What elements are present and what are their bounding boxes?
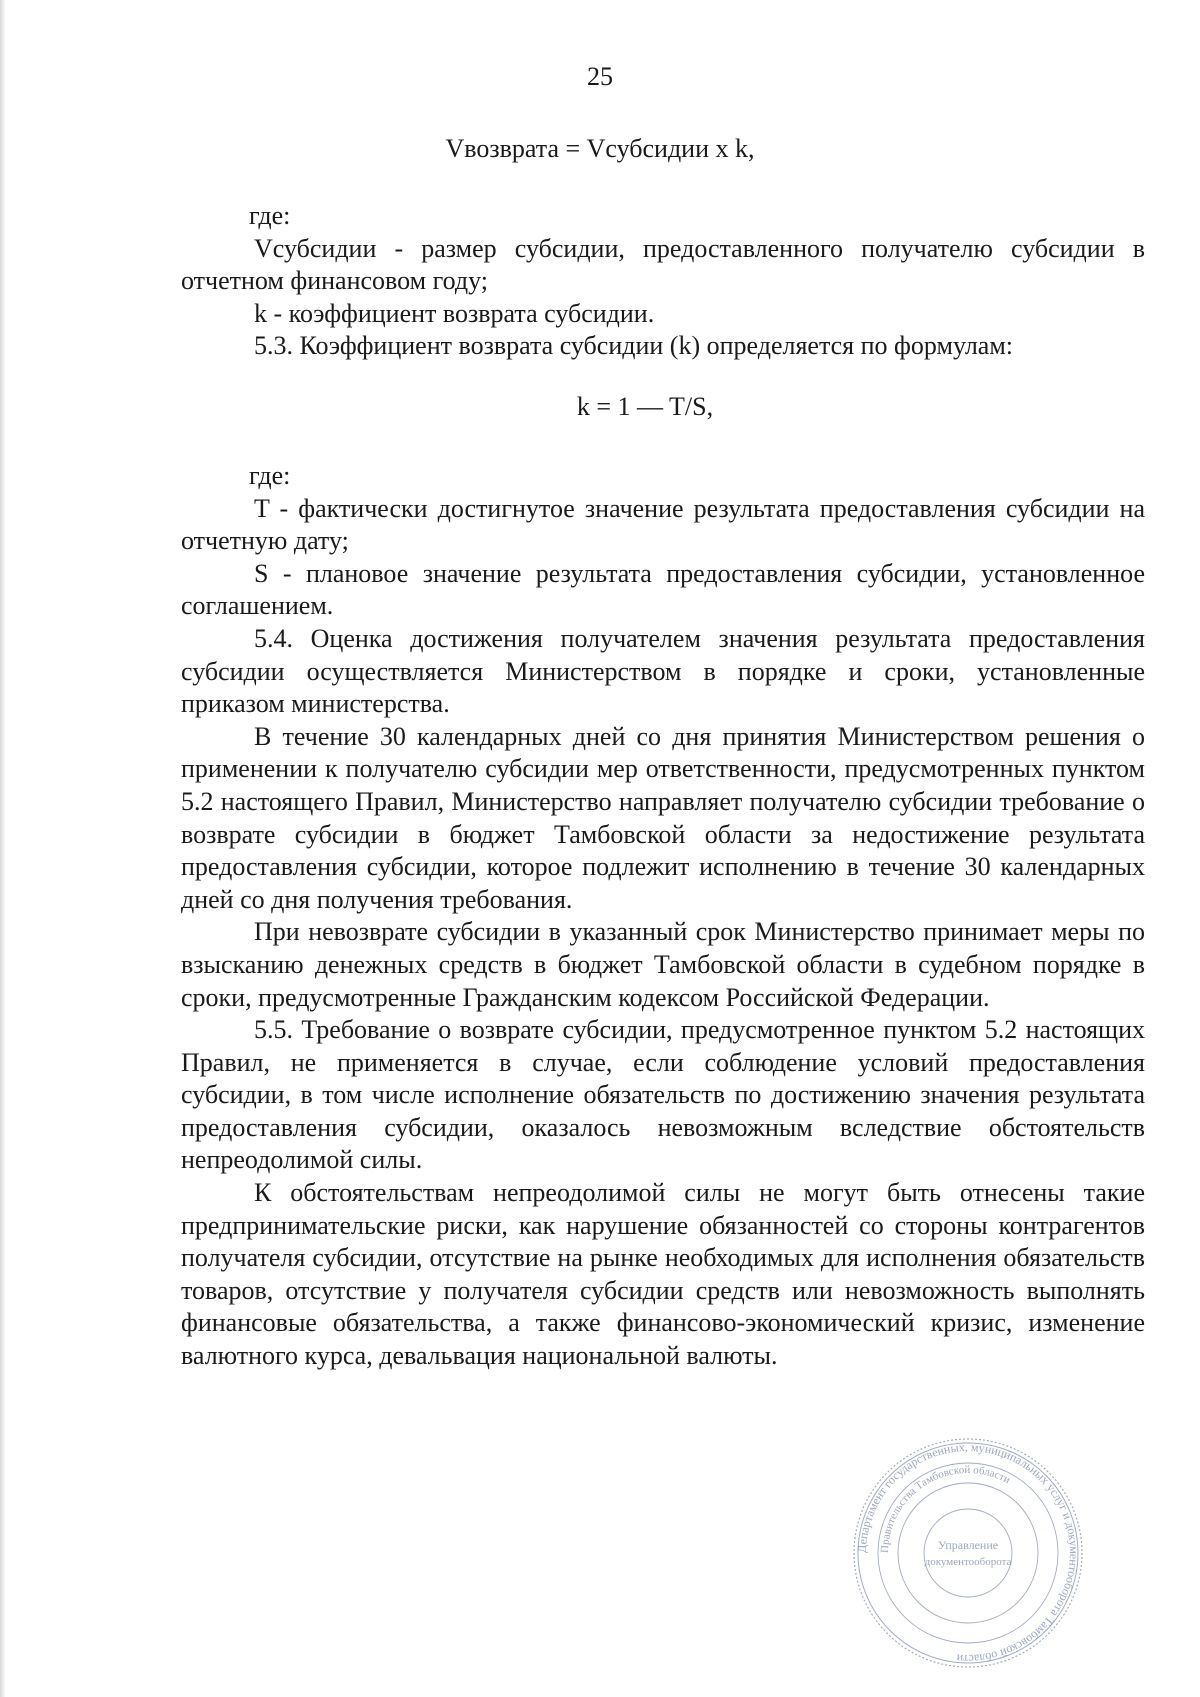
paragraph-force-majeure: К обстоятельствам непреодолимой силы не могут быть отнесены такие предпринимательские риски, как нарушение обязанностей со стороны контрагентов получателя субсидии, отсутствие на рынке необходимых для исполнения обязательств товаров, отсутствие у получателя субсидии средств или невозможность выполнять финансовые обязательства, а также финансово-экономический кризис, изменение валютного курса, девальвация национальной валюты. [181, 1178, 1145, 1371]
paragraph-s-definition: S - плановое значение результата предоставления субсидии, установленное соглашением. [181, 558, 1145, 621]
paragraph-t-definition: T - фактически достигнутое значение результата предоставления субсидии на отчетную дату; [181, 493, 1145, 556]
seal-center-line2: документооборота [924, 1556, 1012, 1568]
paragraph-vsubsidy-definition: Vсубсидии - размер субсидии, предоставленного получателю субсидии в отчетном финансовом году; [181, 233, 1145, 296]
refund-formula: Vвозврата = Vсубсидии x k, [445, 134, 755, 163]
paragraph-5-3: 5.3. Коэффициент возврата субсидии (k) определяется по формулам: [254, 331, 1014, 361]
official-seal-stamp [846, 1437, 1090, 1669]
where-label: где: [249, 201, 291, 230]
coefficient-formula: k = 1 — T/S, [576, 392, 714, 421]
scan-edge-shadow [0, 0, 6, 1697]
paragraph-5-4: 5.4. Оценка достижения получателем значения результата предоставления субсидии осуществляется Министерством в порядке и сроки, установленные приказом министерства. [181, 623, 1145, 719]
seal-center-line1: Управление [937, 1538, 999, 1552]
paragraph-non-return: При невозврате субсидии в указанный срок Министерство принимает меры по взысканию денежных средств в бюджет Тамбовской области в судебном порядке в сроки, предусмотренные Гражданским кодексом Российской Федерации. [181, 917, 1145, 1012]
seal-outer-ring-text: Департамент государственных, муниципальных услуг и документооборота Тамбовской области [854, 1439, 1082, 1667]
paragraph-k-definition: k - коэффициент возврата субсидии. [254, 298, 655, 328]
where-label: где: [249, 461, 291, 490]
page-number: 25 [587, 62, 613, 91]
paragraph-5-5: 5.5. Требование о возврате субсидии, предусмотренное пунктом 5.2 настоящих Правил, не применяется в случае, если соблюдение условий предоставления субсидии, в том числе исполнение обязательств по достижению значения результата предоставления субсидии, оказалось невозможным вследствие обстоятельств непреодолимой силы. [181, 1015, 1145, 1175]
text-block-definitions-1 [181, 200, 1145, 363]
seal-icon [846, 1437, 1090, 1669]
seal-inner-ring-text: Правительства Тамбовской области [878, 1463, 1013, 1554]
text-block-main [181, 460, 1145, 1373]
paragraph-30-days: В течение 30 календарных дней со дня принятия Министерством решения о применении к получателю субсидии мер ответственности, предусмотренных пунктом 5.2 настоящего Правил, Министерство направляет получателю субсидии требование о возврате субсидии в бюджет Тамбовской области за недостижение результата предоставления субсидии, которое подлежит исполнению в течение 30 календарных дней со дня получения требования. [181, 721, 1145, 914]
